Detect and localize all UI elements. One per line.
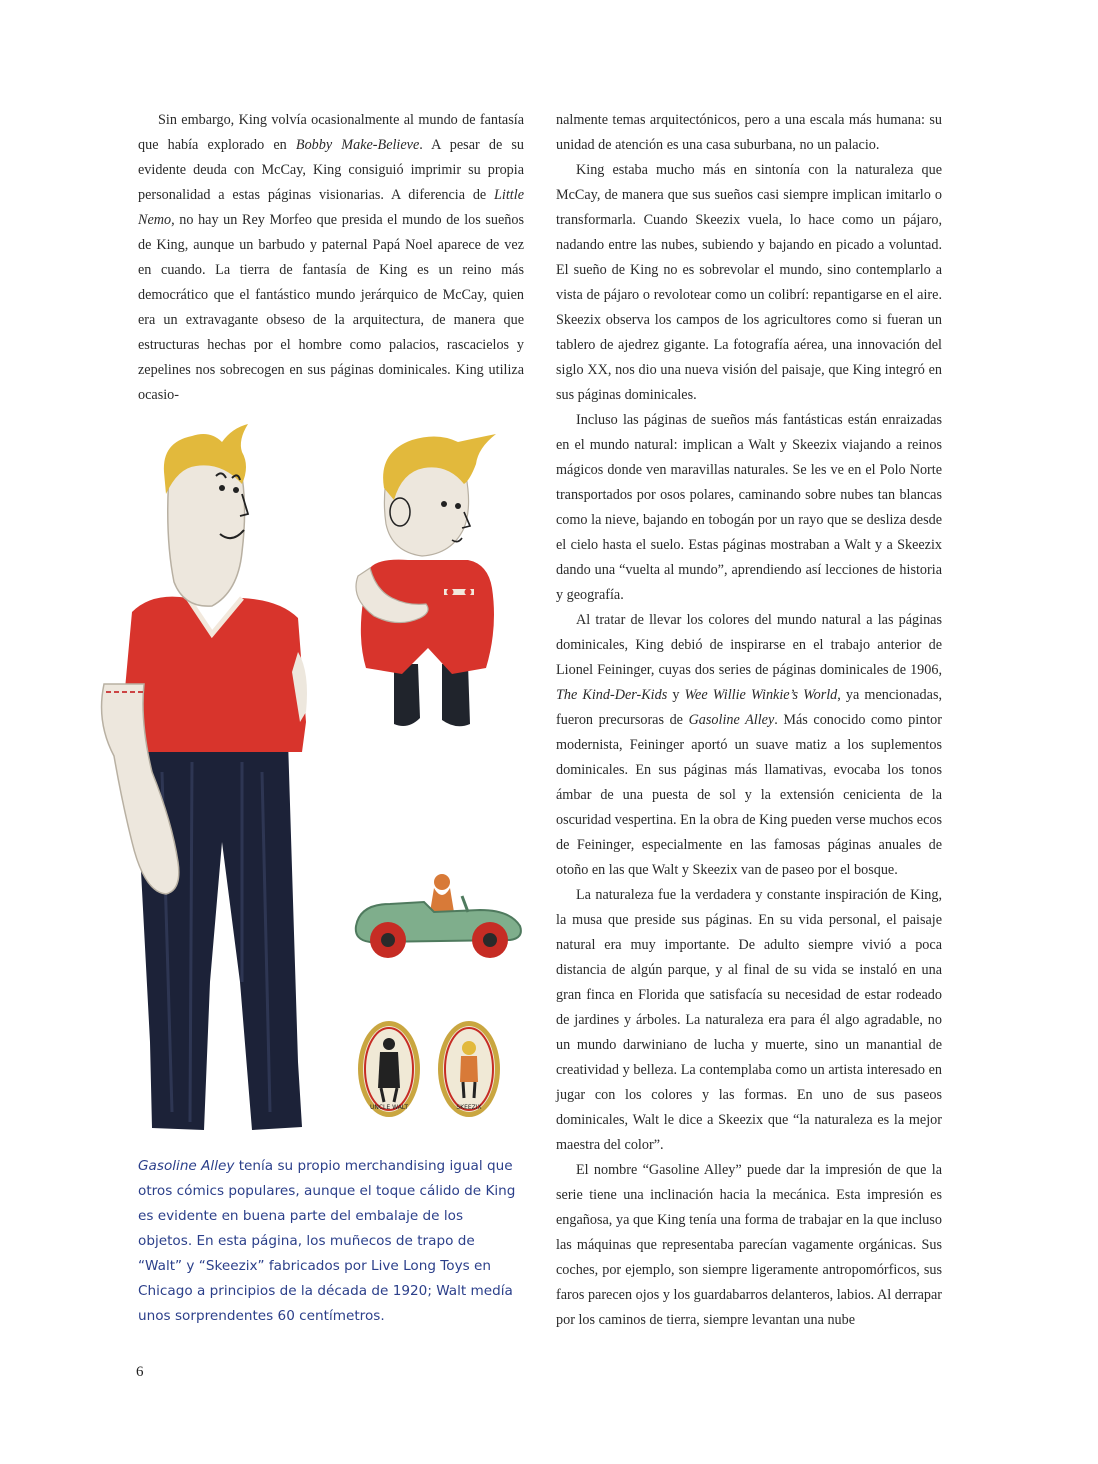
skeezix-badge-label: SKEEZIX	[456, 1104, 482, 1111]
uncle-walt-badge-label: UNCLE WALT	[369, 1104, 409, 1111]
figure-caption: Gasoline Alley tenía su propio merchandising igual que otros cómics populares, aunque el toque cálido de King es evidente en buena parte del embalaje de los objetos. En esta página, los muñecos de trapo de “Walt” y “Skeezix” fabricados por Live Long Toys en Chicago a principios de la década de 1920; Walt medía unos sorprendentes 60 centímetros.	[138, 1158, 516, 1324]
walt-rag-doll-image	[92, 422, 322, 1134]
right-paragraph-1: nalmente temas arquitectónicos, pero a una escala más humana: su unidad de atención es una casa suburbana, no un palacio.	[556, 112, 942, 153]
right-paragraph-4: Al tratar de llevar los colores del mundo natural a las páginas dominicales, King debió de inspirarse en el trabajo anterior de Lionel Feininger, cuyas dos series de páginas dominicales de 1906, The Kind-Der-Kids y Wee Willie Winkie’s World, ya mencionadas, fueron precursoras de Gasoline Alley. Más conocido como pintor modernista, Feininger aportó un suave matiz a los suplementos dominicales. En sus páginas más llamativas, evocaba los tonos ámbar de una puesta de sol y la extensión cenicienta de la oscuridad vespertina. En la obra de King pueden verse muchos ecos de Feininger, especialmente en las famosas páginas anuales de otoño en las que Walt y Skeezix van de paseo por el bosque.	[556, 612, 943, 878]
skeezix-rag-doll-image	[348, 428, 508, 738]
page-number: 6	[136, 1364, 144, 1380]
italic-title: The Kind-Der-Kids	[556, 687, 668, 703]
right-paragraph-6: El nombre “Gasoline Alley” puede dar la impresión de que la serie tiene una inclinación hacia la mecánica. Esta impresión es engañosa, ya que King tenía una forma de trabajar en la que incluso las máquinas que representaba parecían vagamente orgánicas. Sus coches, por ejemplo, son siempre ligeramente antropomórficos, sus faros parecen ojos y los guardabarros delanteros, labios. Al derrapar por los caminos de tierra, siempre levantan una nube	[556, 1162, 942, 1328]
italic-title: Gasoline Alley	[138, 1158, 235, 1174]
italic-title: Wee Willie Winkie’s World	[684, 687, 838, 703]
right-column	[556, 108, 942, 1333]
left-column	[138, 108, 524, 408]
italic-title: Little Nemo	[138, 187, 524, 228]
italic-title: Bobby Make-Believe	[295, 137, 420, 153]
skeezix-badge-image	[436, 1018, 502, 1120]
right-paragraph-2: King estaba mucho más en sintonía con la naturaleza que McCay, de manera que sus sueños casi siempre implican imitarlo o transformarla. Cuando Skeezix vuela, lo hace como un pájaro, nadando entre las nubes, subiendo y bajando en picado a voluntad. El sueño de King no es sobrevolar el mundo, sino contemplarlo a vista de pájaro o revolotear como un colibrí: repantigarse en el aire. Skeezix observa los campos de los agricultores como si fueran un tablero de ajedrez gigante. La fotografía aérea, una innovación del siglo XX, nos dio una nueva visión del paisaje, que King integró en sus páginas dominicales.	[556, 162, 942, 403]
right-paragraph-5: La naturaleza fue la verdadera y constante inspiración de King, la musa que preside sus páginas. En su vida personal, el paisaje natural era muy importante. De adulto siempre vivió a poca distancia de algún parque, y al final de su vida se instaló en una gran finca en Florida que satisfacía su necesidad de estar rodeado de jardines y árboles. La naturaleza era para él algo agradable, no un mundo darwiniano de lucha y muerte, sino un manantial de creatividad y belleza. La contemplaba como un artista interesado en jugar con los colores y las formas. En uno de sus paseos dominicales, Walt le dice a Skeezix que “la naturaleza es la mejor maestra del color”.	[556, 887, 942, 1153]
left-paragraph-1: Sin embargo, King volvía ocasionalmente al mundo de fantasía que había explorado en Bobby Make-Believe. A pesar de su evidente deuda con McCay, King consiguió imprimir su propia personalidad a estas páginas visionarias. A diferencia de Little Nemo, no hay un Rey Morfeo que presida el mundo de los sueños de King, aunque un barbudo y paternal Papá Noel aparece de vez en cuando. La tierra de fantasía de King es un reino más democrático que el fantástico mundo jerárquico de McCay, quien era un extravagante obseso de la arquitectura, de manera que estructuras hechas por el hombre como palacios, rascacielos y zepelines nos sobrecogen en sus páginas dominicales. King utiliza ocasio-	[138, 112, 525, 403]
uncle-walt-badge-image	[356, 1018, 422, 1120]
toy-car-image	[350, 868, 526, 968]
italic-title: Gasoline Alley	[688, 712, 775, 728]
right-paragraph-3: Incluso las páginas de sueños más fantásticas están enraizadas en el mundo natural: implican a Walt y Skeezix viajando a reinos mágicos donde ven maravillas naturales. Se les ve en el Polo Norte transportados por osos polares, caminando sobre nubes tan blancas como la nieve, bajando en tobogán por un rayo que se desliza desde el cielo hasta el suelo. Estas páginas mostraban a Walt y a Skeezix dando una “vuelta al mundo”, aprendiendo así lecciones de historia y geografía.	[556, 412, 942, 603]
